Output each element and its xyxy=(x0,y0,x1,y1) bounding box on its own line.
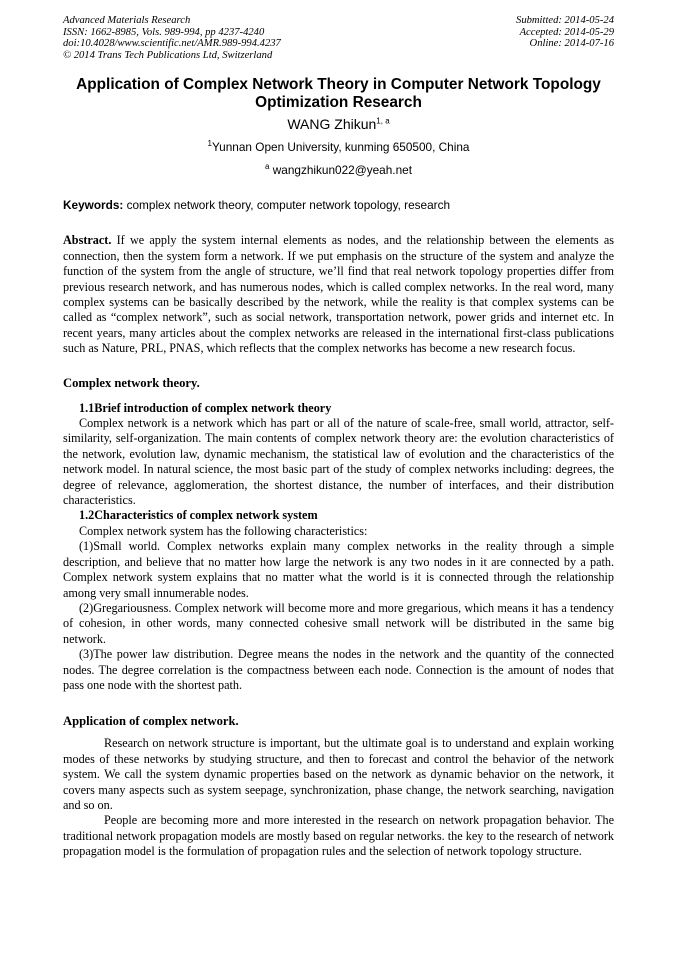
list-item-small-world: (1)Small world. Complex networks explain many complex networks in the reality through a simple description, and believe that no matter how large the network is any two nodes in it are connected by a path. Complex network system explains that no matter what the world is it is connected through the relationship among very small innumerable nodes. xyxy=(63,539,614,600)
section-heading-complex-network-theory: Complex network theory. xyxy=(63,375,200,390)
keywords-label: Keywords: xyxy=(63,198,124,213)
subsection-heading-1-2: 1.2Characteristics of complex network system xyxy=(79,508,318,523)
affiliation xyxy=(63,140,614,154)
journal-name: Advanced Materials Research xyxy=(63,15,191,26)
issn-line: ISSN: 1662-8985, Vols. 989-994, pp 4237-4240 xyxy=(63,26,265,38)
online-date: Online: 2014-07-16 xyxy=(529,38,614,50)
paragraph-application-1: Research on network structure is important, but the ultimate goal is to understand and explain working modes of these networks by studying structure, and then to forecast and control the behavior of the network system. We call the system dynamic properties based on the network as dynamic behavior on the network, it covers many aspects such as system seepage, synchronization, phase change, the network searching, navigation and so on. xyxy=(63,736,614,812)
affiliation-text: Yunnan Open University, kunming 650500, China xyxy=(211,140,470,155)
paragraph-1-2-intro: Complex network system has the following characteristics: xyxy=(79,523,368,538)
subsection-heading-1-1: 1.1Brief introduction of complex network theory xyxy=(79,400,332,415)
copyright-line: © 2014 Trans Tech Publications Ltd, Switzerland xyxy=(63,49,273,61)
email-address: wangzhikun022@yeah.net xyxy=(272,163,412,178)
abstract-label: Abstract. xyxy=(63,233,112,248)
section-heading-application: Application of complex network. xyxy=(63,714,239,729)
email-superscript: a xyxy=(265,162,270,172)
submitted-date: Submitted: 2014-05-24 xyxy=(516,15,614,26)
author-name: WANG Zhikun xyxy=(287,116,377,133)
author-line xyxy=(63,115,614,133)
list-item-gregariousness: (2)Gregariousness. Complex network will become more and more gregarious, which means it has a tendency of cohesion, in other words, many connected cohesive small network will be distributed in the same big network. xyxy=(63,600,614,646)
submission-dates xyxy=(516,15,614,61)
keywords xyxy=(63,198,614,212)
abstract-text: If we apply the system internal elements as nodes, and the relationship between the elements as connection, then the system form a network. If we put emphasis on the structure of the system and analyze the function of the system from the angle of structure, we’ll find that real network topology properties differ from previous research network, and has numerous nodes, which is called complex networks. In the real word, many complex systems can be basically described by the network, while the reality is that complex systems can be called as “complex network”, such as social network, transportation network, power grids and internet etc. In recent years, many articles about the complex networks are released in the international first-class publications such as Nature, PRL, PNAS, which reflects that the complex networks has become a new research focus. xyxy=(63,233,615,356)
paragraph-application-2: People are becoming more and more interested in the research on network propagation behavior. The traditional network propagation models are mostly based on regular networks. the key to the research of network propagation model is the formulation of propagation rules and the selection of network topology structure. xyxy=(63,813,614,859)
abstract xyxy=(63,233,614,356)
keywords-text: complex network theory, computer network topology, research xyxy=(126,198,451,213)
author-superscript: 1, a xyxy=(376,116,390,126)
doi-line: doi:10.4028/www.scientific.net/AMR.989-994.4237 xyxy=(63,38,281,50)
journal-info xyxy=(63,15,281,61)
paragraph-1-1: Complex network is a network which has part or all of the nature of scale-free, small world, attractor, self-similarity, self-organization. The main contents of complex network theory are: the evolution characteristics of the network, evolution law, dynamic mechanism, the statistical law of evolution and the characteristics of the network model. In natural science, the most basic part of the study of complex networks including: degrees, the degree of relevance, agglomeration, the shortest distance, the number of interfaces, and their distribution characteristics. xyxy=(63,416,614,508)
journal-header xyxy=(63,15,614,61)
accepted-date: Accepted: 2014-05-29 xyxy=(519,26,614,38)
email-line xyxy=(63,163,614,177)
paper-title: Application of Complex Network Theory in Computer Network Topology Optimization Research xyxy=(76,76,601,112)
list-item-power-law: (3)The power law distribution. Degree means the nodes in the network and the quantity of the connected nodes. The degree correlation is the compactness between each node. Connection is the amount of nodes that pass one node with the shortest path. xyxy=(63,647,614,692)
affiliation-superscript: 1 xyxy=(207,139,212,149)
